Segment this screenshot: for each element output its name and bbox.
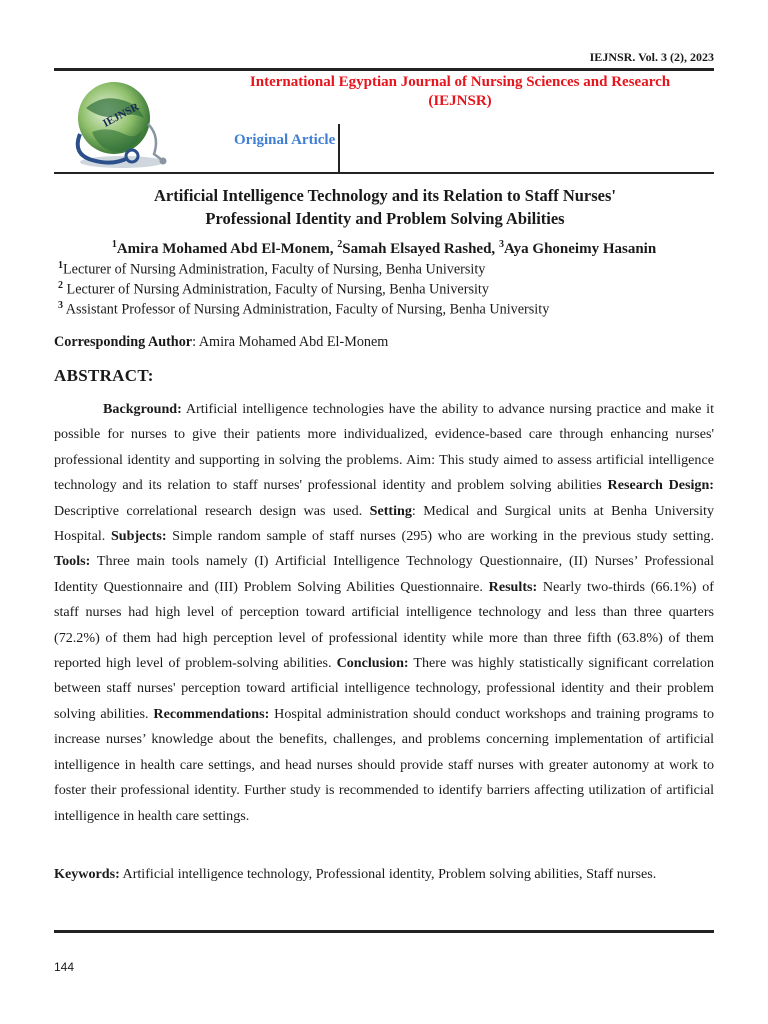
abstract-body xyxy=(54,397,714,829)
setting-text: : Medical and Surgical units at Benha University Hospital. xyxy=(54,502,714,545)
journal-title xyxy=(200,73,720,111)
affiliation-number: 3 xyxy=(58,300,63,311)
header-rule xyxy=(54,68,714,71)
affiliation-text: Lecturer of Nursing Administration, Faculty of Nursing, Benha University xyxy=(66,281,489,298)
affiliation-number: 1 xyxy=(58,260,63,271)
corresponding-author xyxy=(54,334,388,351)
corresponding-name: Amira Mohamed Abd El-Monem xyxy=(198,334,389,350)
journal-logo-globe-icon xyxy=(62,74,180,170)
author-list xyxy=(84,239,684,258)
affiliation xyxy=(58,300,549,319)
logo-text: IEJNSR xyxy=(101,100,142,130)
affiliation-text: Assistant Professor of Nursing Administration, Faculty of Nursing, Benha University xyxy=(65,301,550,318)
author-number: 1 xyxy=(111,239,117,250)
paper-title xyxy=(80,184,690,230)
affiliation xyxy=(58,280,489,299)
article-type: Original Article xyxy=(234,132,336,148)
footer-rule xyxy=(54,930,714,933)
author-name: Aya Ghoneimy Hasanin xyxy=(503,241,657,257)
tools-text: Three main tools namely (I) Artificial Intelligence Technology Questionnaire, (II) Nurses’ Professional Identity Questionnaire and (III) Problem Solving Abilities Questionnaire. xyxy=(54,553,714,595)
recommendations-text: Hospital administration should conduct workshops and training programs to increase nurses’ knowledge about the benefits, challenges, and problems concerning implementation of artificial intelligence in health care settings, and head nurses should provide staff nurses with greater autonomy at work to foster their professional identity. Further study is recommended to identify barriers affecting utilization of artificial intelligence in health care settings. xyxy=(54,705,714,824)
author-name: Amira Mohamed Abd El-Monem, xyxy=(116,241,334,257)
author-number: 3 xyxy=(498,239,504,250)
tools-label: Tools: xyxy=(54,553,91,570)
affiliation-number: 2 xyxy=(58,280,63,291)
journal-name: International Egyptian Journal of Nursing Sciences and Research xyxy=(249,74,671,90)
background-label: Background: xyxy=(103,401,182,417)
subjects-label: Subjects: xyxy=(110,528,167,545)
design-label: Research Design: xyxy=(607,477,714,494)
abstract-heading: ABSTRACT: xyxy=(54,366,154,385)
author-name: Samah Elsayed Rashed, xyxy=(342,241,496,257)
conclusion-label: Conclusion: xyxy=(336,655,409,672)
paper-title-line2: Professional Identity and Problem Solving Abilities xyxy=(205,209,565,228)
design-text: Descriptive correlational research design was used. xyxy=(54,502,370,519)
conclusion-text: There was highly statistically significant correlation between staff nurses' perception toward artificial intelligence technology, professional identity and their problem solving abilities. xyxy=(54,655,714,722)
setting-label: Setting xyxy=(369,502,412,519)
title-rule xyxy=(54,172,714,174)
header-vertical-divider xyxy=(338,124,340,172)
journal-reference: IEJNSR. Vol. 3 (2), 2023 xyxy=(589,50,714,64)
results-label: Results: xyxy=(488,578,538,595)
keywords-label: Keywords: xyxy=(54,866,120,882)
subjects-text: Simple random sample of staff nurses (295) who are working in the previous study setting. xyxy=(166,528,715,545)
corresponding-label: Corresponding Author xyxy=(54,334,193,350)
paper-title-line1: Artificial Intelligence Technology and its Relation to Staff Nurses' xyxy=(154,186,616,205)
journal-abbrev: (IEJNSR) xyxy=(428,93,492,109)
keywords-text: Artificial intelligence technology, Professional identity, Problem solving abilities, Staff nurses. xyxy=(119,866,657,882)
author-number: 2 xyxy=(337,239,343,250)
affiliation xyxy=(58,260,485,279)
page-number: 144 xyxy=(54,960,75,974)
background-text: Artificial intelligence technologies have the ability to advance nursing practice and make it possible for nurses to give their patients more individualized, evidence-based care through enhancing nurses' professional identity and supporting in solving the problems. Aim: This study aimed to assess artificial intelligence technology and its relation to staff nurses' professional identity and problem solving abilities xyxy=(54,401,714,494)
keywords xyxy=(54,862,714,887)
recommendations-label: Recommendations: xyxy=(153,705,270,722)
affiliation-text: Lecturer of Nursing Administration, Faculty of Nursing, Benha University xyxy=(63,261,486,278)
results-text: Nearly two-thirds (66.1%) of staff nurses had high level of perception toward artificial intelligence technology and less than three quarters (72.2%) of them had high perception level of professional identity while more than three fifth (63.8%) of them reported high level of problem-solving abilities. xyxy=(54,578,714,672)
corresponding-separator: : xyxy=(192,334,199,350)
